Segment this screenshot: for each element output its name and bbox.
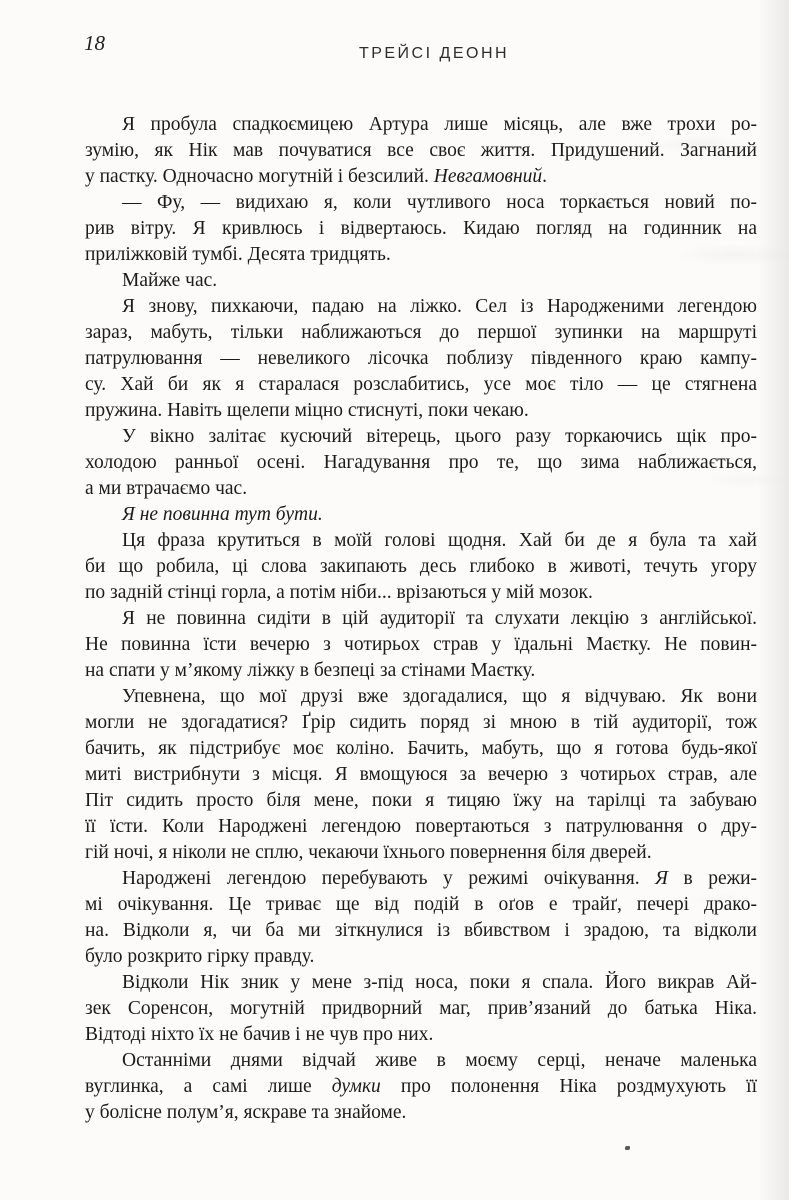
text-run: на спати у м’якому ліжку в безпеці за стінами Маєтку.	[85, 660, 536, 681]
text-line	[85, 814, 757, 840]
text-run: Не повинна їсти вечерю з чотирьох страв у їдальні Маєтку. Не повин-	[85, 634, 757, 655]
text-run: а ми втрачаємо час.	[85, 478, 248, 499]
text-run-italic: Я	[655, 868, 668, 889]
text-run: рив вітру. Я кривлюсь і відвертаюсь. Кидаю погляд на годинник на	[85, 218, 757, 239]
text-run: Останніми днями відчай живе в моєму серці, неначе маленька	[122, 1050, 757, 1071]
text-run: Упевнена, що мої друзі вже здогадалися, що я відчуваю. Як вони	[122, 686, 757, 707]
text-line	[85, 346, 757, 372]
text-line	[85, 216, 757, 242]
text-run: су. Хай би як я старалася розслабитись, усе моє тіло — це стягнена	[85, 374, 757, 395]
text-line	[85, 424, 757, 450]
text-run: по задній стінці горла, а потім ніби... врізаються у мій мозок.	[85, 582, 593, 603]
text-run-italic: Невгамовний	[433, 166, 543, 187]
body-text	[85, 112, 757, 1126]
text-line	[85, 684, 757, 710]
text-line	[85, 164, 757, 190]
paragraph	[85, 294, 757, 424]
paragraph	[85, 528, 757, 606]
text-run: — Фу, — видихаю я, коли чутливого носа торкається новий по-	[122, 192, 757, 213]
paragraph	[85, 606, 757, 684]
text-line	[85, 892, 757, 918]
running-header: ТРЕЙСІ ДЕОНН	[358, 45, 510, 62]
text-line	[85, 372, 757, 398]
paragraph	[85, 684, 757, 866]
text-run: вуглинка, а самі лише	[85, 1076, 332, 1097]
page-number: 18	[84, 31, 105, 55]
text-line	[85, 736, 757, 762]
text-line	[85, 658, 757, 684]
text-line	[85, 866, 757, 892]
text-line	[85, 580, 757, 606]
text-line	[85, 190, 757, 216]
text-run: Піт сидить просто біля мене, поки я тицяю їжу на тарілці та забуваю	[85, 790, 757, 811]
text-line	[85, 502, 757, 528]
text-line	[85, 944, 757, 970]
text-run: гій ночі, я ніколи не сплю, чекаючи їхнього повернення біля дверей.	[85, 842, 652, 863]
text-run: Я пробула спадкоємицею Артура лише місяць, але вже трохи ро-	[122, 114, 757, 135]
text-run: Ця фраза крутиться в моїй голові щодня. Хай би де я була та хай	[122, 530, 757, 551]
text-run: Народжені легендою перебувають у режимі очікування.	[122, 868, 656, 889]
text-run-italic: думки	[331, 1076, 381, 1097]
text-run: У вікно залітає кусючий вітерець, цього разу торкаючись щік про-	[122, 426, 757, 447]
text-run-italic: Я не повинна тут бути.	[122, 504, 323, 525]
text-line	[85, 528, 757, 554]
text-run: зумію, як Нік мав почуватися все своє життя. Придушений. Загнаний	[85, 140, 757, 161]
text-line	[85, 1100, 757, 1126]
text-run: Я не повинна сидіти в цій аудиторії та слухати лекцію з англійської.	[122, 608, 757, 629]
scan-speck	[625, 1146, 630, 1150]
text-run: патрулювання — невеликого лісочка поблизу південного краю кампу-	[85, 348, 757, 369]
text-run: пружина. Навіть щелепи міцно стиснуті, поки чекаю.	[85, 400, 529, 421]
text-run: приліжковій тумбі. Десята тридцять.	[85, 244, 391, 265]
text-line	[85, 554, 757, 580]
text-run: миті вистрибнути з місця. Я вмощуюся за вечерю з чотирьох страв, але	[85, 764, 757, 785]
text-line	[85, 294, 757, 320]
text-line	[85, 138, 757, 164]
text-line	[85, 1022, 757, 1048]
text-line	[85, 918, 757, 944]
text-run: було розкрито гірку правду.	[85, 946, 315, 967]
paragraph	[85, 190, 757, 268]
text-run: в режи-	[667, 868, 757, 889]
paragraph	[85, 268, 757, 294]
text-run: Я знову, пихкаючи, падаю на ліжко. Сел із Народженими легендою	[122, 296, 757, 317]
text-run: могли не здогадатися? Ґрір сидить поряд зі мною в тій аудиторії, тож	[85, 712, 757, 733]
paragraph	[85, 112, 757, 190]
text-line	[85, 788, 757, 814]
paragraph	[85, 970, 757, 1048]
text-run: у пастку. Одночасно могутній і безсилий.	[85, 166, 434, 187]
text-line	[85, 710, 757, 736]
text-line	[85, 268, 757, 294]
text-run: про полонення Ніка роздмухують її	[380, 1076, 757, 1097]
text-line	[85, 320, 757, 346]
text-line	[85, 840, 757, 866]
text-run: мі очікування. Це триває ще від подій в оґов е трайґ, печері драко-	[85, 894, 757, 915]
paragraph	[85, 1048, 757, 1126]
text-run: зараз, мабуть, тільки наближаються до першої зупинки на маршруті	[85, 322, 757, 343]
text-line	[85, 450, 757, 476]
text-line	[85, 762, 757, 788]
paragraph	[85, 502, 757, 528]
text-line	[85, 1074, 757, 1100]
text-run: Відколи Нік зник у мене з-під носа, поки я спала. Його викрав Ай-	[122, 972, 757, 993]
paragraph	[85, 424, 757, 502]
text-line	[85, 606, 757, 632]
text-line	[85, 632, 757, 658]
text-run: бачить, як підстрибує моє коліно. Бачить, мабуть, що я готова будь-якої	[85, 738, 757, 759]
text-line	[85, 970, 757, 996]
text-line	[85, 996, 757, 1022]
text-line	[85, 112, 757, 138]
text-run: холодою ранньої осені. Нагадування про те, що зима наближається,	[85, 452, 757, 473]
text-run: у болісне полум’я, яскраве та знайоме.	[85, 1102, 407, 1123]
text-run: Відтоді ніхто їх не бачив і не чув про них.	[85, 1024, 434, 1045]
paragraph	[85, 866, 757, 970]
text-line	[85, 476, 757, 502]
text-run: зек Соренсон, могутній придворний маг, прив’язаний до батька Ніка.	[85, 998, 757, 1019]
text-run: її їсти. Коли Народжені легендою повертаються з патрулювання о дру-	[85, 816, 757, 837]
text-run: .	[542, 166, 548, 187]
text-line	[85, 398, 757, 424]
text-line	[85, 1048, 757, 1074]
text-run: на. Відколи я, чи ба ми зіткнулися із вбивством і зрадою, та відколи	[85, 920, 757, 941]
text-run: би що робила, ці слова закипають десь глибоко в животі, течуть угору	[85, 556, 757, 577]
text-line	[85, 242, 757, 268]
text-run: Майже час.	[122, 270, 218, 291]
